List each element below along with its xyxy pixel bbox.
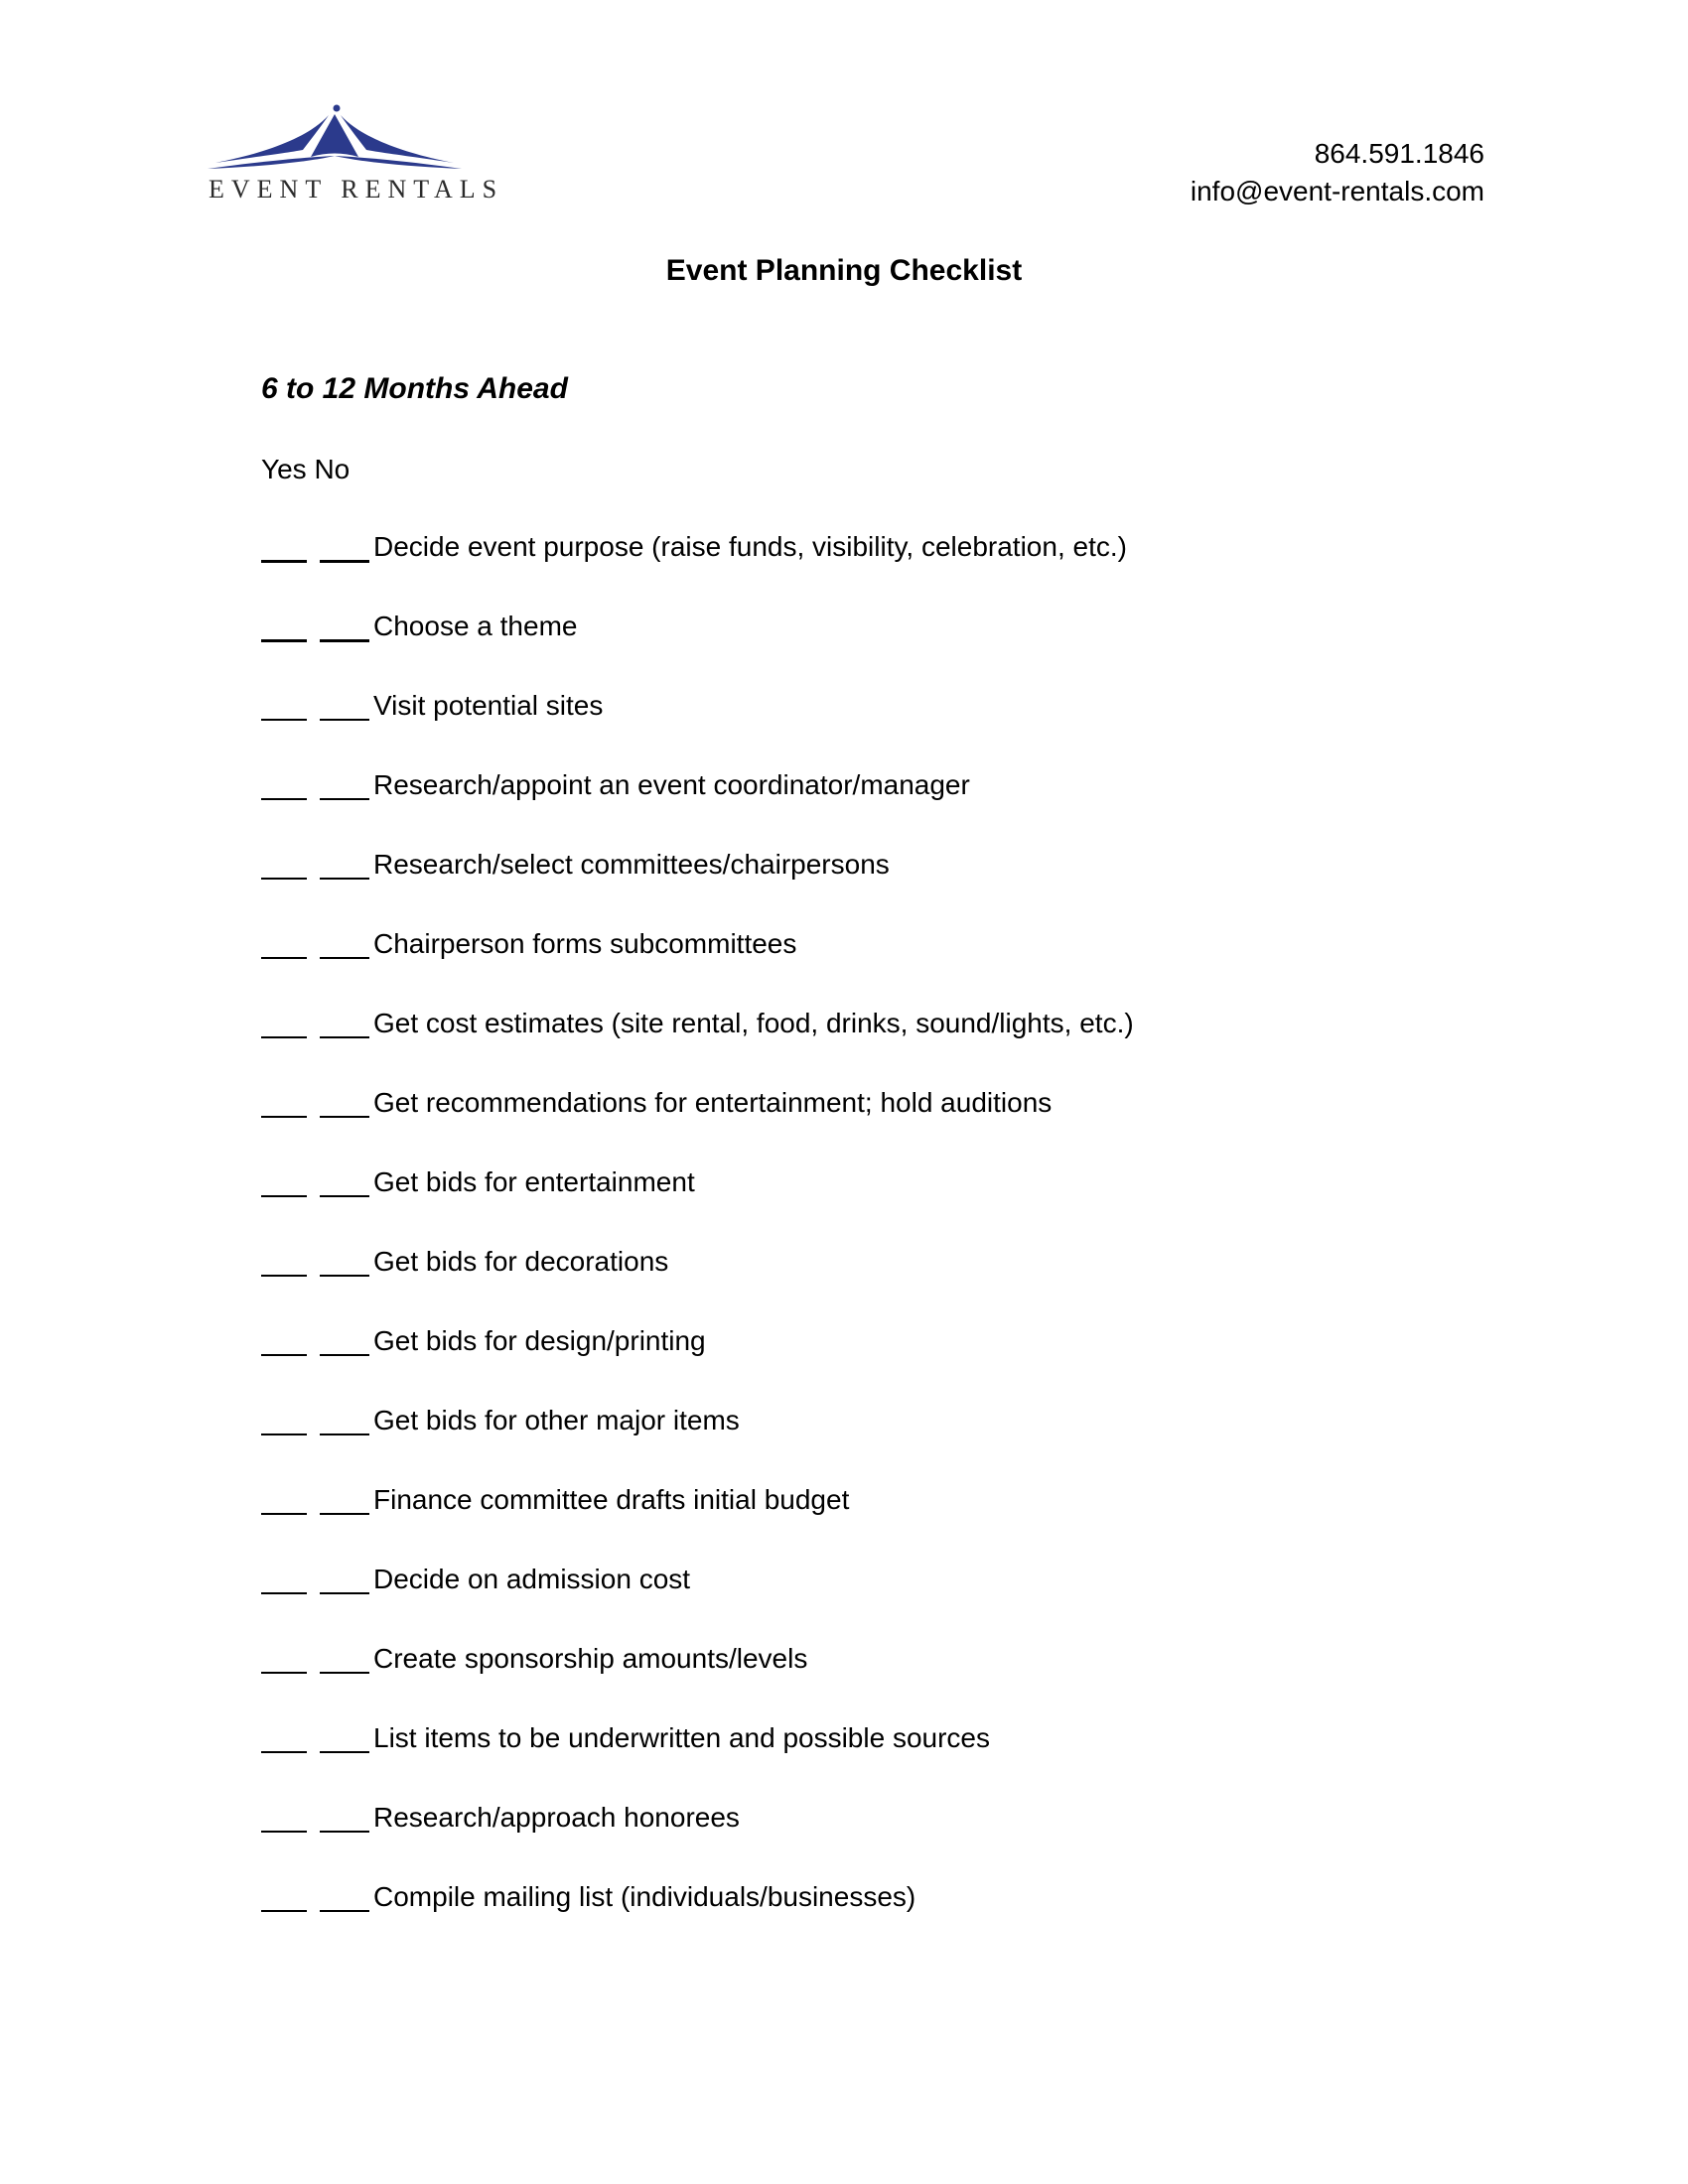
contact-email: info@event-rentals.com xyxy=(1190,176,1484,206)
no-blank xyxy=(320,1751,369,1753)
logo-company-name: EVENT RENTALS xyxy=(209,175,504,204)
checklist-item xyxy=(261,1243,1492,1281)
checklist-item xyxy=(261,1799,1492,1837)
checklist-item xyxy=(261,687,1492,725)
no-blank xyxy=(320,560,369,563)
yes-blank xyxy=(261,1116,307,1118)
answer-columns-label: Yes No xyxy=(261,454,351,484)
yes-blank xyxy=(261,798,307,800)
no-blank xyxy=(320,1672,369,1674)
checklist-item-label: Decide event purpose (raise funds, visibility, celebration, etc.) xyxy=(373,531,1127,562)
checklist-item xyxy=(261,1561,1492,1598)
checklist-item xyxy=(261,925,1492,963)
no-blank xyxy=(320,1910,369,1912)
yes-blank xyxy=(261,1672,307,1674)
no-blank xyxy=(320,798,369,800)
yes-blank xyxy=(261,1513,307,1515)
checklist-item-label: Research/approach honorees xyxy=(373,1802,740,1833)
yes-blank xyxy=(261,1910,307,1912)
yes-blank xyxy=(261,639,307,642)
checklist-item-label: Get bids for entertainment xyxy=(373,1166,695,1197)
checklist-item xyxy=(261,1640,1492,1678)
checklist-item xyxy=(261,528,1492,566)
no-blank xyxy=(320,957,369,959)
yes-blank xyxy=(261,1592,307,1594)
document-title: Event Planning Checklist xyxy=(665,254,1023,287)
checklist-item-label: Compile mailing list (individuals/businesses) xyxy=(373,1881,916,1912)
checklist-item-label: Decide on admission cost xyxy=(373,1564,691,1594)
no-blank xyxy=(320,1116,369,1118)
yes-blank xyxy=(261,1751,307,1753)
checklist-item-label: Choose a theme xyxy=(373,611,578,641)
contact-phone: 864.591.1846 xyxy=(1314,138,1484,169)
checklist-item xyxy=(261,846,1492,884)
checklist-item xyxy=(261,1481,1492,1519)
yes-blank xyxy=(261,1275,307,1277)
no-blank xyxy=(320,1036,369,1038)
yes-blank xyxy=(261,1831,307,1833)
checklist-item xyxy=(261,1084,1492,1122)
checklist-item xyxy=(261,1322,1492,1360)
company-logo xyxy=(202,103,504,205)
checklist-item-label: Chairperson forms subcommittees xyxy=(373,928,797,959)
checklist-item-label: Visit potential sites xyxy=(373,690,604,721)
no-blank xyxy=(320,1592,369,1594)
yes-blank xyxy=(261,1195,307,1197)
no-blank xyxy=(320,1831,369,1833)
checklist-item-label: Research/select committees/chairpersons xyxy=(373,849,890,880)
yes-blank xyxy=(261,878,307,880)
checklist-item xyxy=(261,1163,1492,1201)
checklist-item-label: List items to be underwritten and possible sources xyxy=(373,1722,990,1753)
yes-blank xyxy=(261,957,307,959)
checklist-item xyxy=(261,1402,1492,1439)
checklist-item xyxy=(261,1878,1492,1916)
no-blank xyxy=(320,1354,369,1356)
yes-blank xyxy=(261,1433,307,1435)
checklist xyxy=(261,528,1492,1958)
checklist-item-label: Research/appoint an event coordinator/manager xyxy=(373,769,970,800)
no-blank xyxy=(320,1433,369,1435)
checklist-item xyxy=(261,1005,1492,1042)
tent-icon xyxy=(202,103,472,171)
yes-blank xyxy=(261,560,307,563)
no-blank xyxy=(320,1195,369,1197)
checklist-item-label: Get cost estimates (site rental, food, drinks, sound/lights, etc.) xyxy=(373,1008,1134,1038)
checklist-item-label: Create sponsorship amounts/levels xyxy=(373,1643,808,1674)
no-blank xyxy=(320,639,369,642)
checklist-item-label: Get bids for other major items xyxy=(373,1405,740,1435)
yes-blank xyxy=(261,719,307,721)
section-heading: 6 to 12 Months Ahead xyxy=(261,372,568,405)
checklist-item-label: Get recommendations for entertainment; hold auditions xyxy=(373,1087,1053,1118)
checklist-item-label: Get bids for design/printing xyxy=(373,1325,706,1356)
yes-blank xyxy=(261,1354,307,1356)
checklist-item-label: Get bids for decorations xyxy=(373,1246,669,1277)
checklist-item xyxy=(261,766,1492,804)
no-blank xyxy=(320,1275,369,1277)
no-blank xyxy=(320,1513,369,1515)
no-blank xyxy=(320,719,369,721)
contact-info xyxy=(1191,135,1484,210)
yes-blank xyxy=(261,1036,307,1038)
checklist-item xyxy=(261,608,1492,645)
checklist-item xyxy=(261,1719,1492,1757)
no-blank xyxy=(320,878,369,880)
checklist-item-label: Finance committee drafts initial budget xyxy=(373,1484,850,1515)
